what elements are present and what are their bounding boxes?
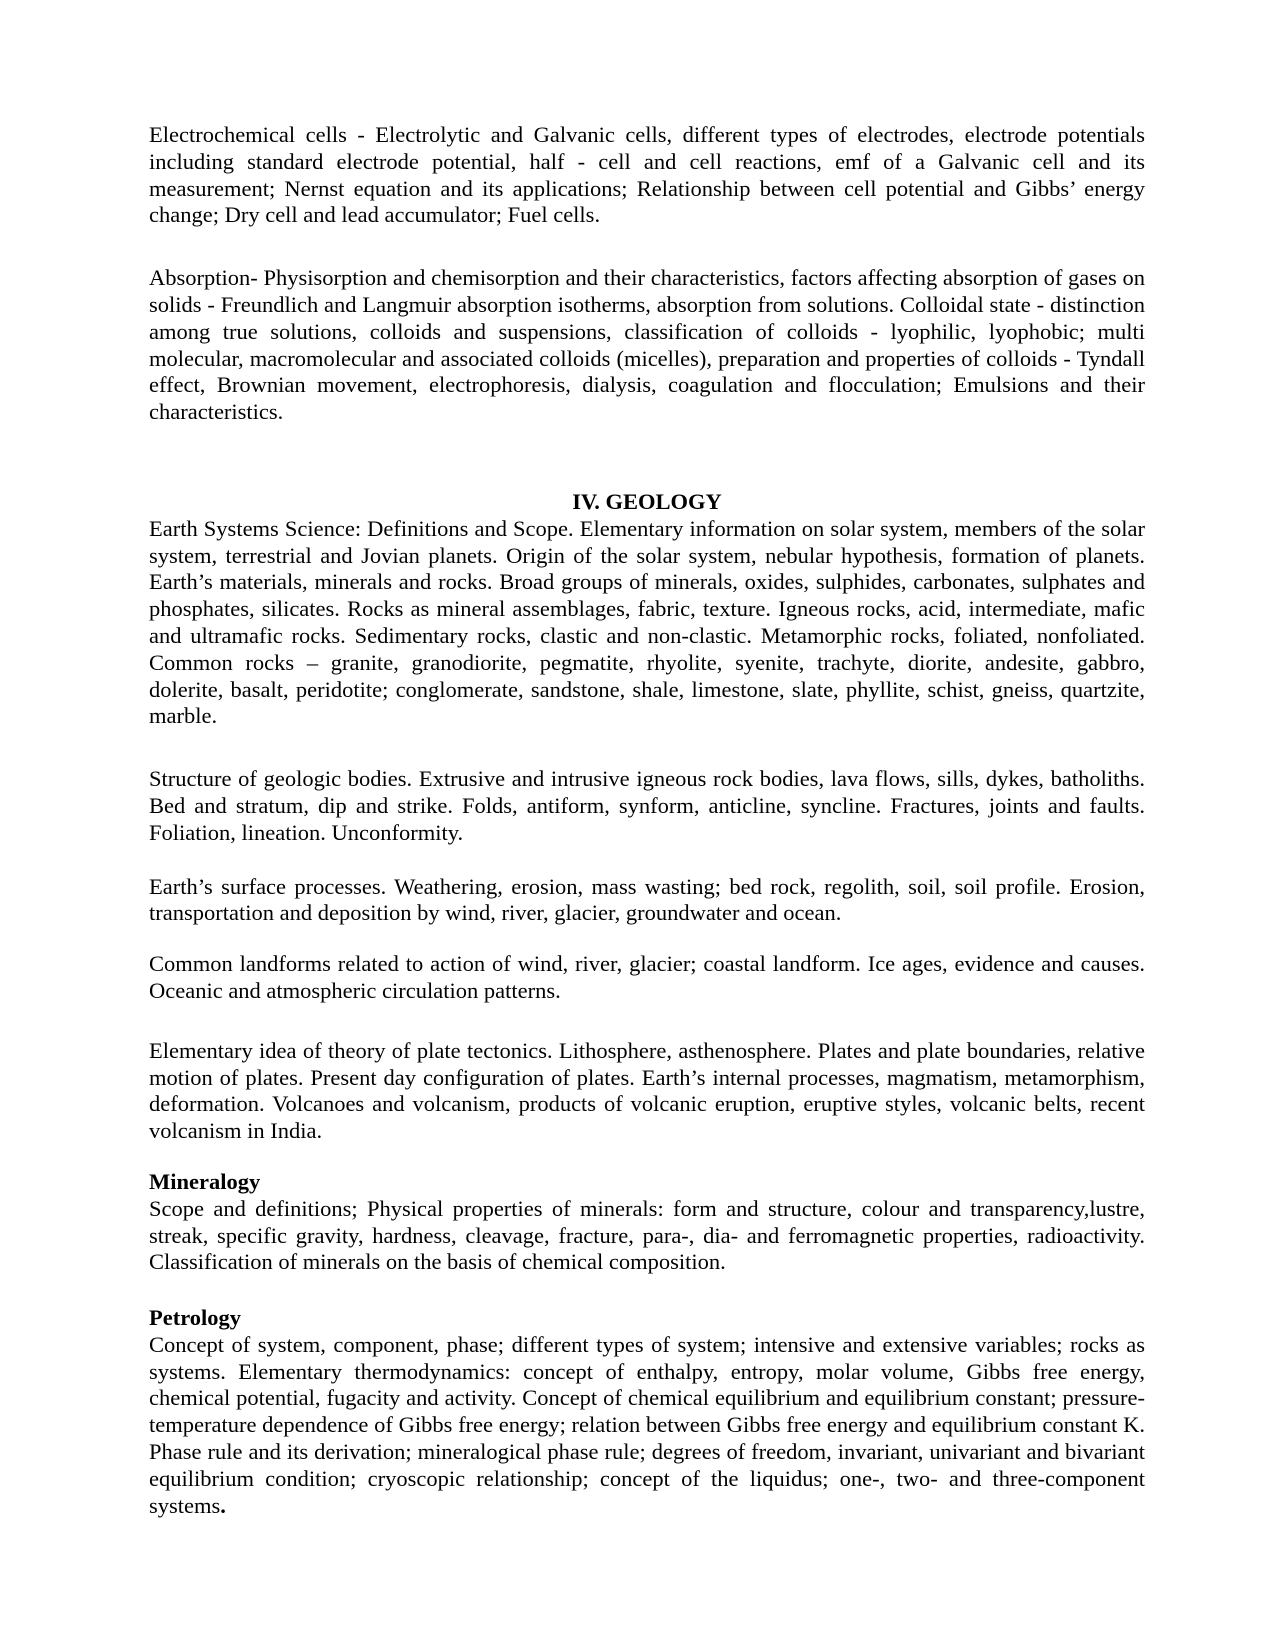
petrology-end-mark: . <box>220 1492 226 1518</box>
petrology-text: Concept of system, component, phase; different types of system; intensive and extensive variables; rocks as systems. Elementary thermodynamics: concept of enthalpy, entropy, molar volume, Gibbs free energy, chemical potential, fugacity and activity. Concept of chemical equilibrium and equilibrium constant; pressure-temperature dependence of Gibbs free energy; relation between Gibbs free energy and equilibrium constant K. Phase rule and its derivation; mineralogical phase rule; degrees of freedom, invariant, univariant and bivariant equilibrium condition; cryoscopic relationship; concept of the liquidus; one-, two- and three-component systems <box>149 1331 1145 1518</box>
document-page <box>149 122 1145 1519</box>
surface-processes-paragraph: Earth’s surface processes. Weathering, erosion, mass wasting; bed rock, regolith, soil, soil profile. Erosion, transportation and deposition by wind, river, glacier, groundwater and ocean. <box>149 873 1145 926</box>
geology-heading: IV. GEOLOGY <box>572 488 722 514</box>
plate-tectonics-paragraph: Elementary idea of theory of plate tectonics. Lithosphere, asthenosphere. Plates and plate boundaries, relative motion of plates. Present day configuration of plates. Earth’s internal processes, magmatism, metamorphism, deformation. Volcanoes and volcanism, products of volcanic eruption, eruptive styles, volcanic belts, recent volcanism in India. <box>149 1037 1145 1144</box>
landforms-paragraph: Common landforms related to action of wind, river, glacier; coastal landform. Ice ages, evidence and causes. Oceanic and atmospheric circulation patterns. <box>149 951 1145 1003</box>
absorption-paragraph: Absorption- Physisorption and chemisorption and their characteristics, factors affecting absorption of gases on solids - Freundlich and Langmuir absorption isotherms, absorption from solutions. Colloidal state - distinction among true solutions, colloids and suspensions, classification of colloids - lyophilic, lyophobic; multi molecular, macromolecular and associated colloids (micelles), preparation and properties of colloids - Tyndall effect, Brownian movement, electrophoresis, dialysis, coagulation and flocculation; Emulsions and their characteristics. <box>149 265 1145 425</box>
earth-systems-paragraph: Earth Systems Science: Definitions and Scope. Elementary information on solar system, members of the solar system, terrestrial and Jovian planets. Origin of the solar system, nebular hypothesis, formation of planets. Earth’s materials, minerals and rocks. Broad groups of minerals, oxides, sulphides, carbonates, sulphates and phosphates, silicates. Rocks as mineral assemblages, fabric, texture. Igneous rocks, acid, intermediate, mafic and ultramafic rocks. Sedimentary rocks, clastic and non-clastic. Metamorphic rocks, foliated, nonfoliated. Common rocks – granite, granodiorite, pegmatite, rhyolite, syenite, trachyte, diorite, andesite, gabbro, dolerite, basalt, peridotite; conglomerate, sandstone, shale, limestone, slate, phyllite, schist, gneiss, quartzite, marble. <box>149 515 1145 729</box>
petrology-heading: Petrology <box>149 1305 242 1331</box>
mineralogy-paragraph: Scope and definitions; Physical properties of minerals: form and structure, colour and transparency,lustre, streak, specific gravity, hardness, cleavage, fracture, para-, dia- and ferromagnetic properties, radioactivity. Classification of minerals on the basis of chemical composition. <box>149 1195 1145 1275</box>
mineralogy-heading: Mineralogy <box>149 1168 261 1194</box>
geologic-structure-paragraph: Structure of geologic bodies. Extrusive and intrusive igneous rock bodies, lava flows, sills, dykes, batholiths. Bed and stratum, dip and strike. Folds, antiform, synform, anticline, syncline. Fractures, joints and faults. Foliation, lineation. Unconformity. <box>149 766 1145 845</box>
electrochemistry-paragraph: Electrochemical cells - Electrolytic and Galvanic cells, different types of electrodes, electrode potentials including standard electrode potential, half - cell and cell reactions, emf of a Galvanic cell and its measurement; Nernst equation and its applications; Relationship between cell potential and Gibbs’ energy change; Dry cell and lead accumulator; Fuel cells. <box>149 122 1145 228</box>
petrology-paragraph <box>149 1332 1145 1520</box>
